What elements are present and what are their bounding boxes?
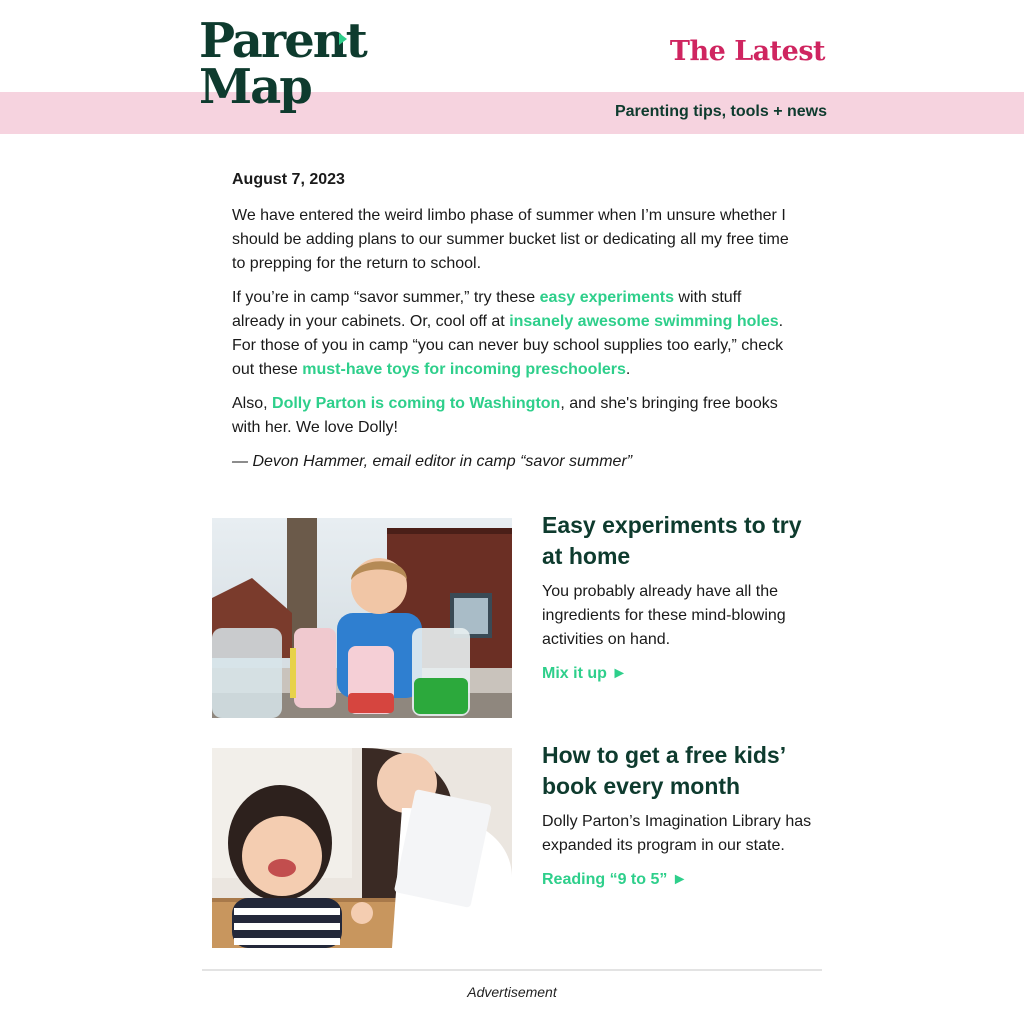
issue-date: August 7, 2023 (232, 171, 345, 188)
article-text-experiments (542, 510, 822, 686)
swimming-holes-link[interactable]: insanely awesome swimming holes (509, 313, 779, 330)
article-text-free-book (542, 740, 822, 892)
intro-paragraph-3 (232, 392, 794, 440)
play-arrow-icon (339, 33, 347, 45)
article-description: Dolly Parton’s Imagination Library has expanded its program in our state. (542, 813, 812, 854)
dolly-parton-link[interactable]: Dolly Parton is coming to Washington (272, 395, 561, 412)
section-divider (202, 969, 822, 971)
article-image-free-book[interactable] (212, 748, 512, 948)
article-description: You probably already have all the ingredients for these mind-blowing activities on hand. (542, 583, 786, 648)
editor-signature: — Devon Hammer, email editor in camp “savor summer” (232, 453, 633, 470)
advertisement-label: Advertisement (467, 984, 557, 1000)
tagline: Parenting tips, tools + news (614, 103, 827, 120)
article-image-experiments[interactable] (212, 518, 512, 718)
text-run: . (625, 361, 631, 378)
section-title: The Latest (669, 36, 825, 67)
article-title[interactable]: Easy experiments to try at home (542, 512, 802, 569)
logo-word-parent: Parent (199, 13, 366, 69)
intro-paragraph-2 (232, 286, 794, 382)
intro-letter (232, 168, 794, 484)
preschool-toys-link[interactable]: must-have toys for incoming preschoolers (302, 361, 626, 378)
mix-it-up-link[interactable]: Mix it up ► (542, 665, 628, 682)
text-run: If you’re in camp “savor summer,” try these (232, 289, 540, 306)
tagline-band (0, 92, 1024, 134)
reading-with-toddler-photo (212, 748, 512, 948)
text-run: with stuff already in your cabinets. Or, cool off at (232, 289, 742, 330)
text-run: , and she's bringing free books with her. We love Dolly! (232, 395, 778, 436)
reading-9-to-5-link[interactable]: Reading “9 to 5” ► (542, 871, 688, 888)
text-run: Also, (232, 395, 273, 412)
kids-experiment-photo (212, 518, 512, 718)
text-run: . For those of you in camp “you can never buy school supplies too early,” check out these (232, 313, 784, 378)
parentmap-logo[interactable] (199, 13, 366, 115)
intro-paragraph-1: We have entered the weird limbo phase of summer when I’m unsure whether I should be adding plans to our summer bucket list or dedicating all my free time to prepping for the return to school. (232, 207, 789, 272)
email-header (0, 0, 1024, 134)
easy-experiments-link[interactable]: easy experiments (539, 289, 674, 306)
article-title[interactable]: How to get a free kids’ book every month (542, 742, 785, 799)
logo-word-map: Map (199, 59, 311, 115)
